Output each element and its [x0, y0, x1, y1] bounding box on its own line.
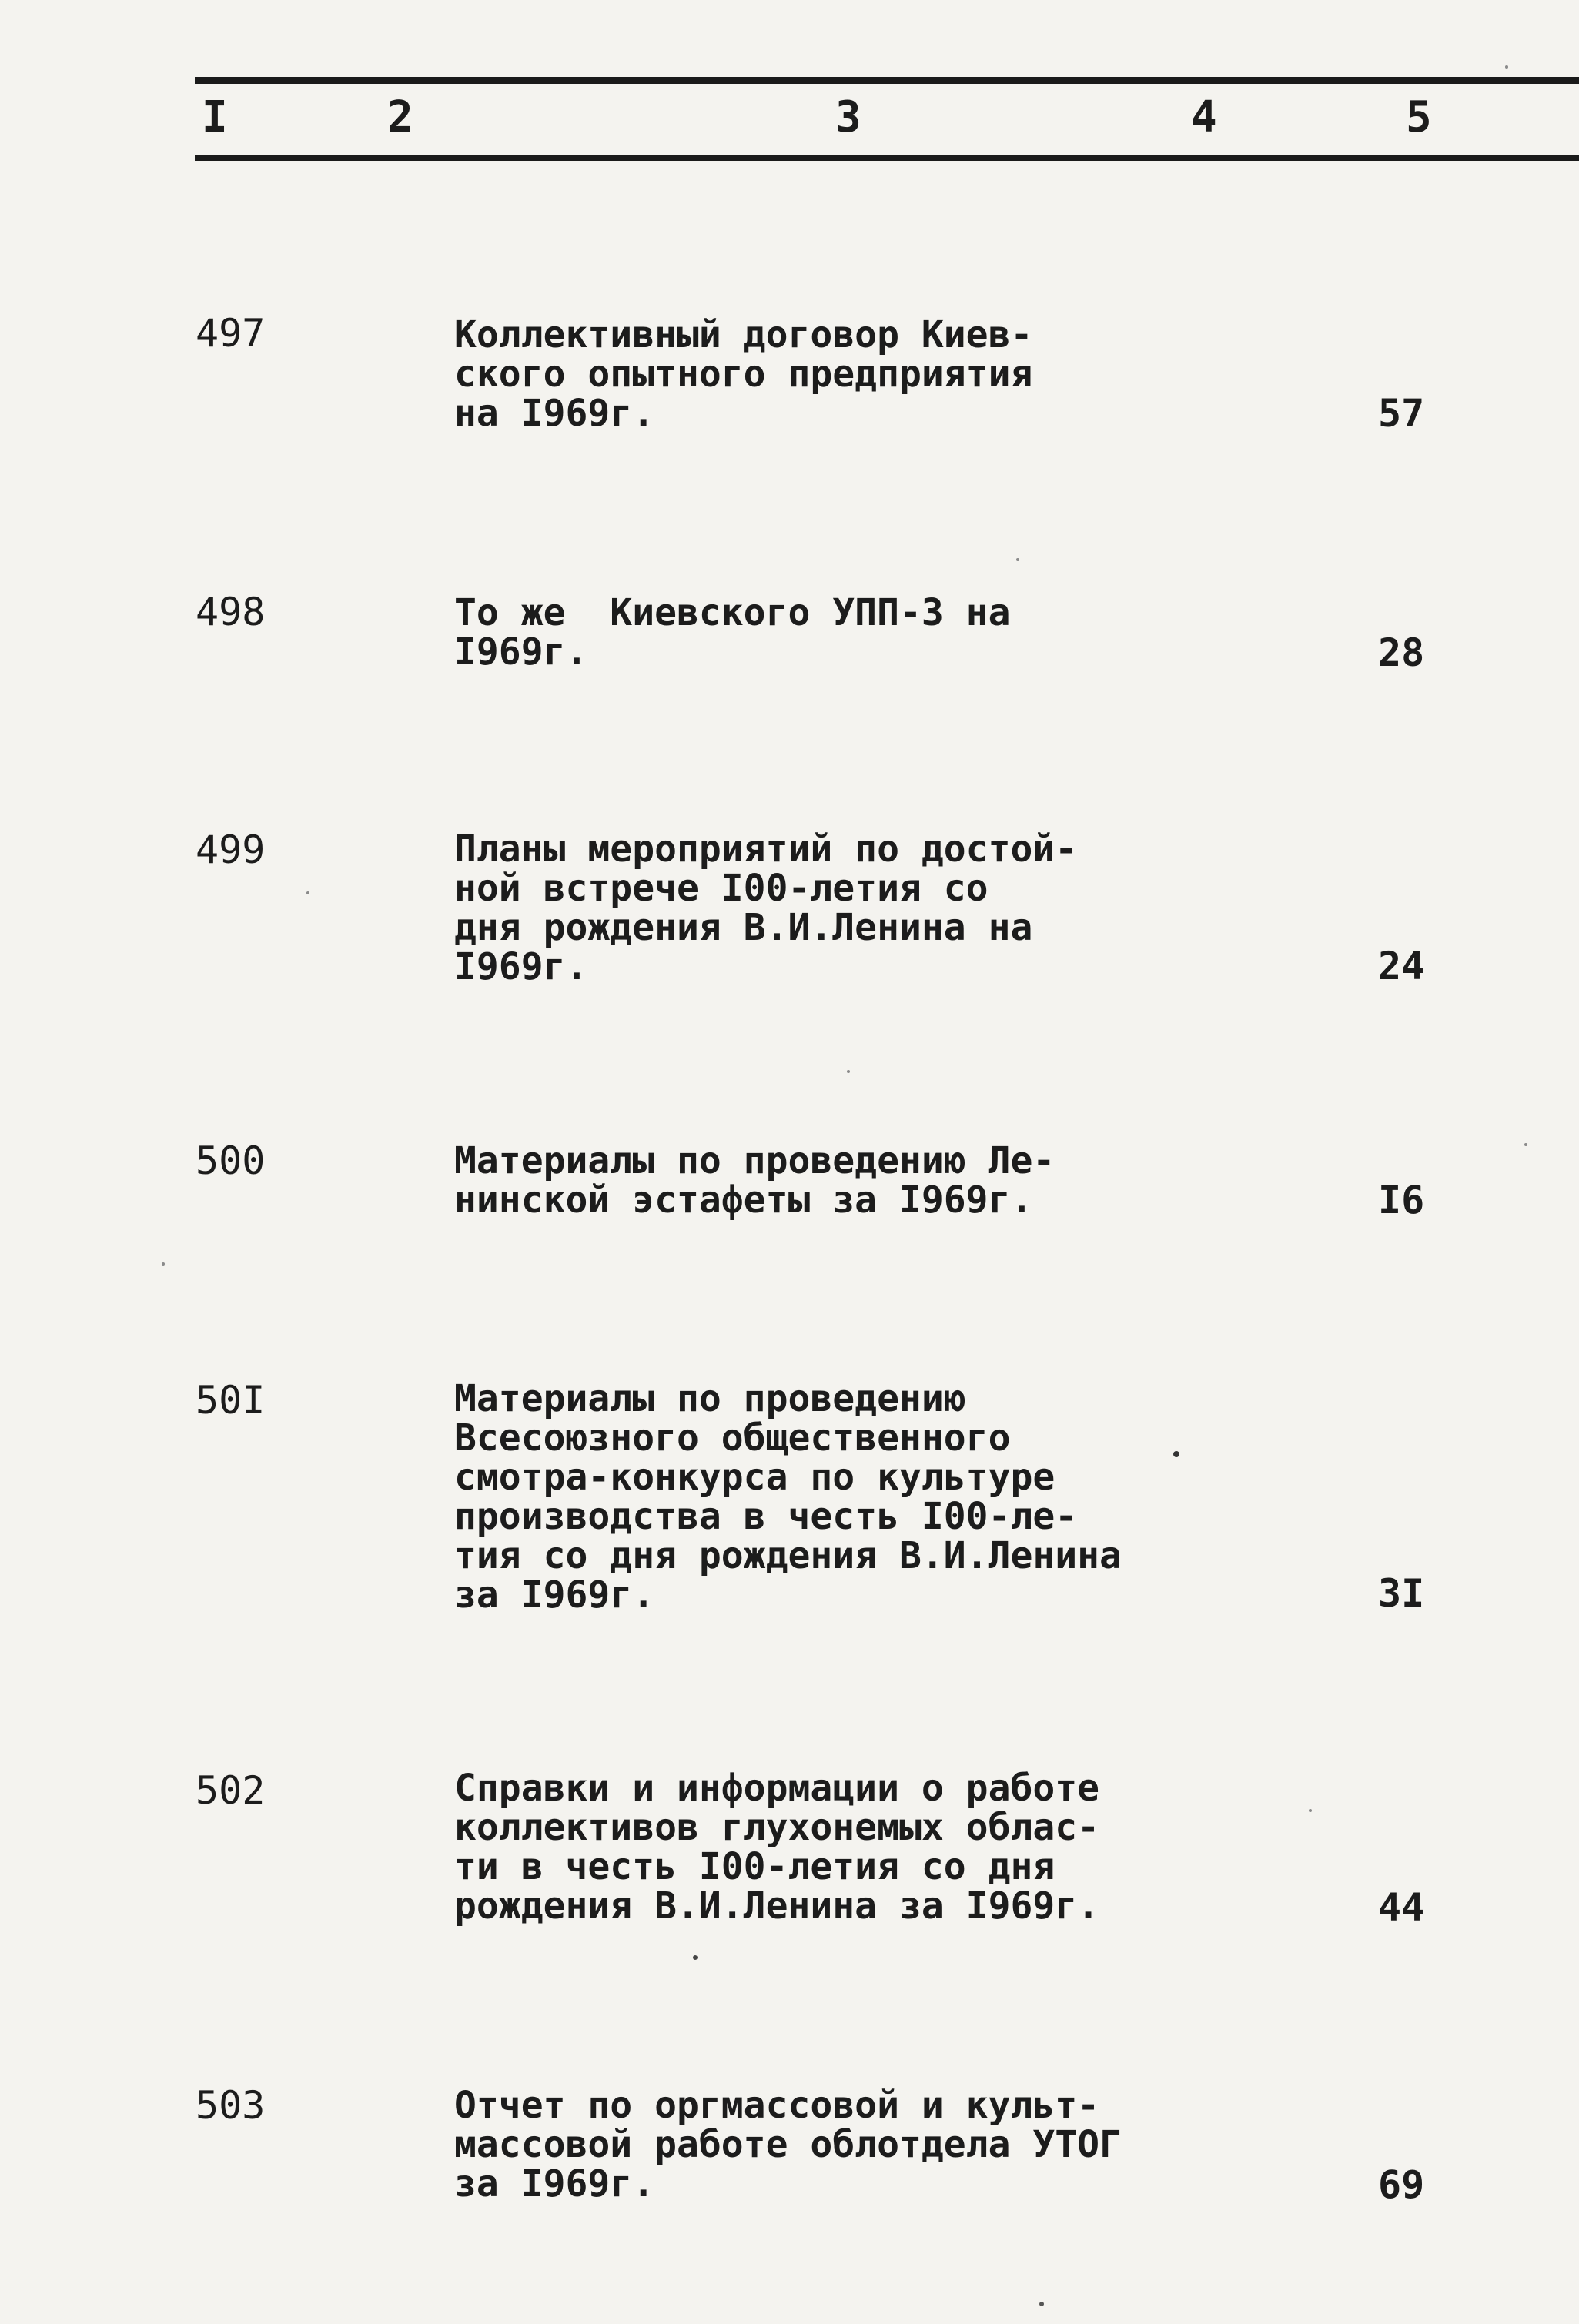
- paper-speck: [693, 1955, 698, 1960]
- entry-number: 502: [196, 1768, 266, 1813]
- paper-speck: [1505, 65, 1508, 69]
- paper-speck: [1016, 558, 1019, 561]
- entry-number: 497: [196, 311, 266, 356]
- entry-number: 503: [196, 2083, 266, 2128]
- entry-title: Материалы по проведению Всесоюзного общественного смотра-конкурса по культуре производства в честь I00-ле- тия со дня рождения В.И.Ленина за I969г.: [454, 1377, 1122, 1617]
- paper-speck: [1309, 1809, 1312, 1812]
- column-header-1: I: [202, 92, 228, 142]
- table-top-rule: [195, 77, 1579, 84]
- entry-sheet-count: 24: [1378, 944, 1425, 988]
- paper-speck: [1173, 1451, 1179, 1457]
- column-header-3: 3: [835, 92, 861, 142]
- entry-sheet-count: I6: [1378, 1178, 1425, 1222]
- entry-title: Справки и информации о работе коллективов глухонемых облас- ти в честь I00-летия со дня рождения В.И.Ленина за I969г.: [454, 1767, 1100, 1928]
- entry-sheet-count: 28: [1378, 630, 1425, 675]
- entry-number: 498: [196, 590, 266, 634]
- entry-sheet-count: 3I: [1378, 1571, 1425, 1616]
- column-header-5: 5: [1406, 92, 1432, 142]
- column-header-2: 2: [387, 92, 413, 142]
- entry-sheet-count: 44: [1378, 1885, 1425, 1930]
- entry-number: 50I: [196, 1378, 266, 1423]
- paper-speck: [162, 1262, 165, 1266]
- paper-speck: [1039, 2302, 1044, 2306]
- entry-title: Материалы по проведению Ле- нинской эстафеты за I969г.: [454, 1139, 1055, 1222]
- entry-title: Коллективный договор Киев- ского опытного предприятия на I969г.: [454, 313, 1033, 435]
- table-header-rule: [195, 155, 1579, 161]
- entry-title: То же Киевского УПП-3 на I969г.: [454, 591, 1011, 674]
- entry-title: Отчет по оргмассовой и культ- массовой работе облотдела УТОГ за I969г.: [454, 2084, 1122, 2205]
- entry-title: Планы мероприятий по достой- ной встрече I00-летия со дня рождения В.И.Ленина на I969г.: [454, 828, 1078, 988]
- paper-speck: [847, 1070, 850, 1073]
- entry-number: 499: [196, 828, 266, 872]
- paper-speck: [306, 891, 309, 894]
- column-header-4: 4: [1191, 92, 1217, 142]
- paper-speck: [1524, 1143, 1527, 1146]
- entry-number: 500: [196, 1139, 266, 1183]
- entry-sheet-count: 69: [1378, 2162, 1425, 2207]
- entry-sheet-count: 57: [1378, 391, 1425, 436]
